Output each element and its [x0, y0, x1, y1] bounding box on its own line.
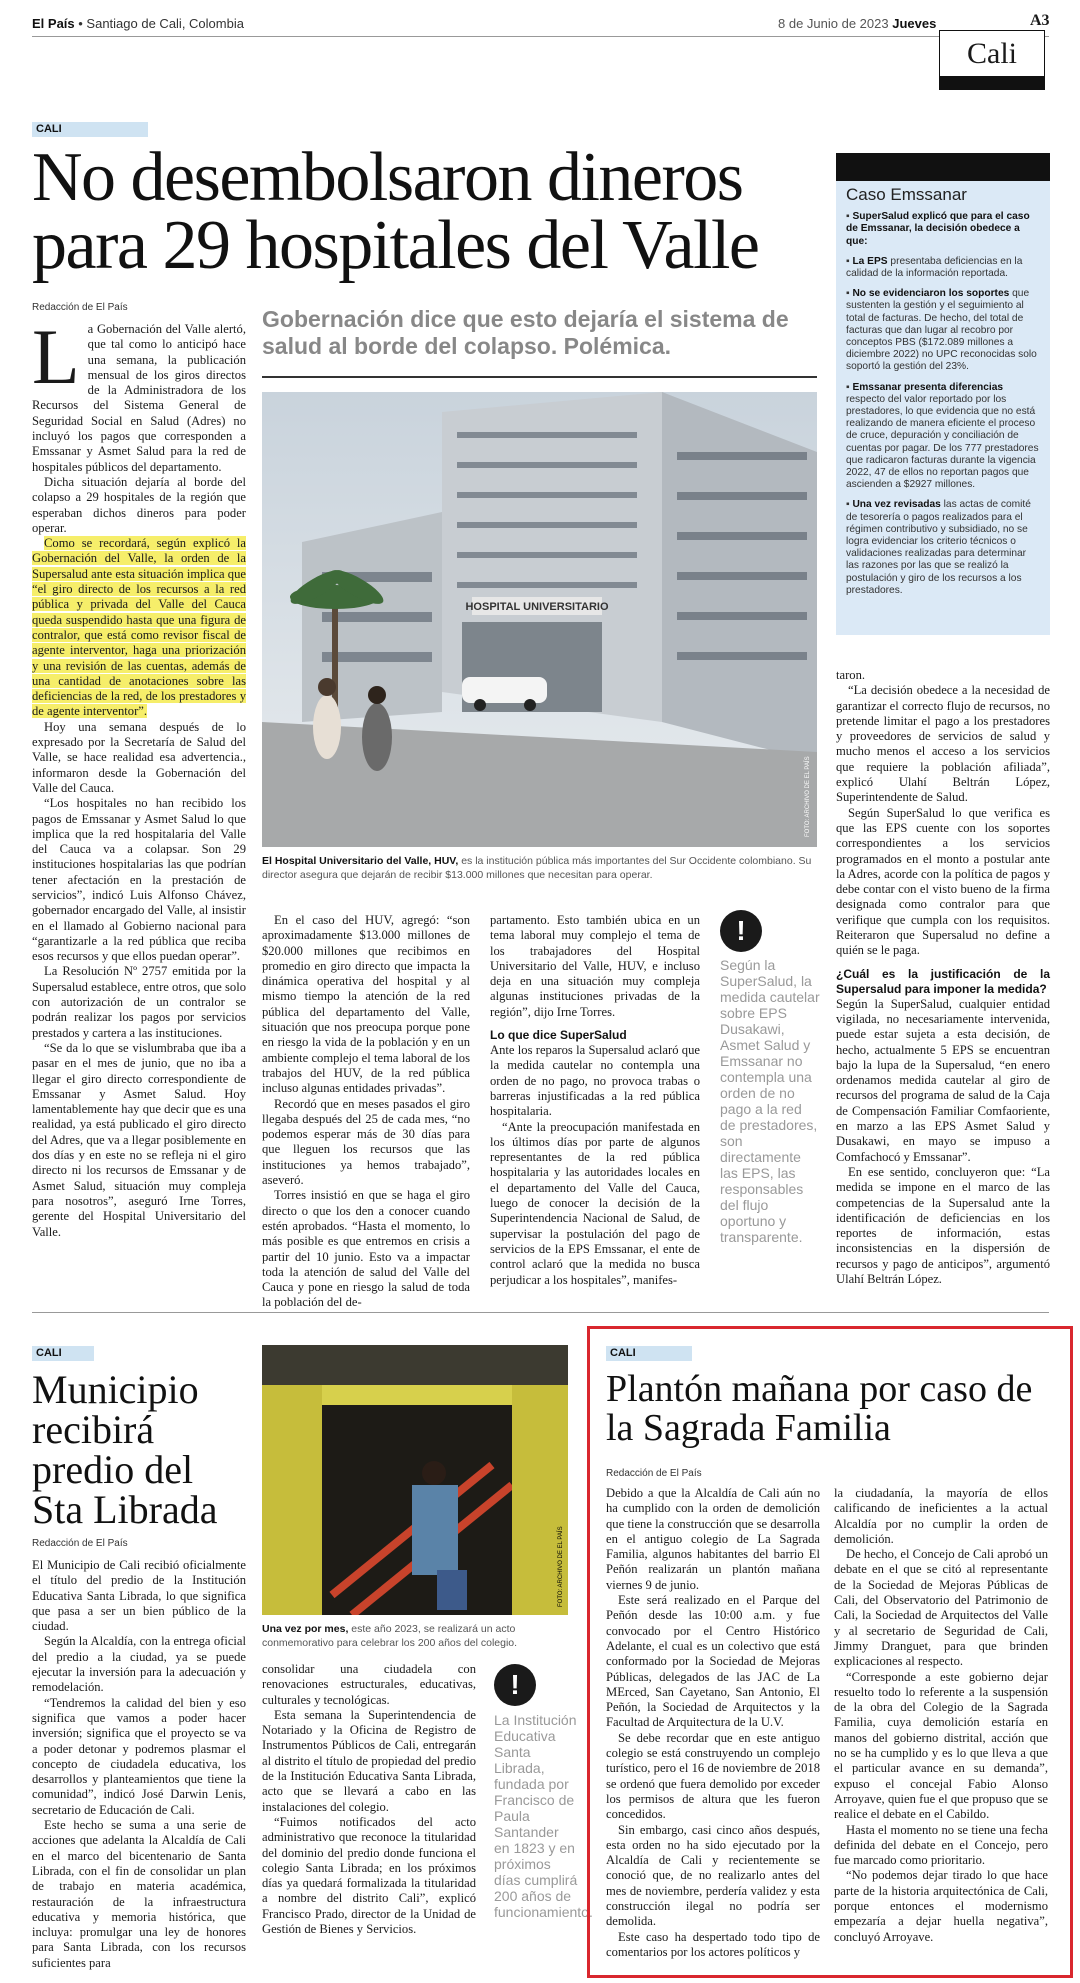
paragraph: Este caso ha despertado todo tipo de comentarios por los actores políticos y	[606, 1929, 820, 1959]
section-subtitle: Lo que dice SuperSalud	[490, 1028, 627, 1043]
photo-caption	[262, 854, 817, 882]
sidebar-item-lead: Una vez revisadas	[852, 499, 941, 511]
exclamation-icon: !	[720, 910, 762, 952]
photo-credit: FOTO: ARCHIVO DE EL PAÍS	[805, 756, 811, 837]
paragraph: taron.	[836, 668, 866, 682]
paragraph: “Los hospitales no han recibido los pagos de Emssanar y Asmet Salud lo que implica que la red hospitalaria del Valle del Cauca va a colapsar. Son 29 instituciones hospitalarias las que podrían tener afectación en la prestación de servicios”, indicó Luis Alfonso Chávez, gobernador encargado del Valle, al insistir en el llamado al Gobierno nacional para “garantizarle a la red pública que reciba esos recursos y que ellos puedan operar”.	[32, 796, 246, 964]
paragraph: Hasta el momento no se tiene una fecha definida del debate en el Concejo, pero fue marcado como prioritario.	[834, 1822, 1048, 1868]
story3-kicker: CALI	[606, 1346, 692, 1361]
paragraph: Este hecho se suma a una serie de acciones que adelanta la Alcaldía de Cali en el marco del bicentenario de Santa Librada, con el fin de consolidar un plan de trabajo en materia académica, restauración de la infraestructura educativa y memoria histórica, que incluya: promulgar una ley de honores para Santa Librada, con los recursos suficientes para	[32, 1818, 246, 1970]
sidebar-box	[836, 153, 1050, 635]
sidebar-item-lead: Emssanar presenta diferencias	[852, 381, 1004, 393]
main-headline: No desembolsaron dineros para 29 hospitales del Valle	[32, 139, 759, 284]
paragraph: Este será realizado en el Parque del Peñón desde las 10:00 a.m. y fue convocado por el Centro Histórico Adelante, el cual es un colectivo que está conformado por la Sociedad de Mejoras Públicas, delegados de las JAC de La MErced, San Cayetano, San Antonio, El Peñón, la Sociedad de Arquitectos y la Facultad de Arquitectura de la U.V.	[606, 1593, 820, 1730]
date: 8 de Junio de 2023	[778, 16, 889, 31]
story2-column-1	[32, 1558, 246, 1971]
hospital-illustration	[262, 392, 817, 847]
caption-text: este año 2023, se realizará un acto conmemorativo para celebrar los 200 años del colegio.	[262, 1623, 518, 1649]
main-column-2	[262, 913, 470, 1311]
paragraph: “Ante la preocupación manifestada en los últimos días por parte de algunos representantes de la red pública hospitalaria y las autoridades locales en el departamento del Valle del Cauca, luego de conocer la decisión de la Superintendencia Nacional de Salud, de supervisar la postulación del pago de servicios de la EPS Emssanar, el ente de control aclaró que la medida no busca perjudicar a los hospitales”, manifes-	[490, 1119, 700, 1287]
sidebar-item: ▪ Una vez revisadas las actas de comité de tesorería o pagos realizados para el régimen contributivo y subsidiado, no se logra evidenciar los criterio técnicos o validaciones realizadas para determinar las razones por las que se realizó la postulación y giro de los recursos a los prestadores.	[846, 499, 1031, 596]
page-number: A3	[1030, 12, 1050, 29]
paragraph: De hecho, el Concejo de Cali aprobó un debate en el que se citó al representante de la Sociedad de Mejoras Públicas de Cali, del Observatorio del Patrimonio de Cali, la Sociedad de Arquitectos del Valle y al secretario de Seguridad de Cali, Jimmy Dranguet, para que brinden explicaciones al respecto.	[834, 1547, 1048, 1669]
paragraph: Se debe recordar que en este antiguo colegio se está construyendo un complejo turístico, pero el 16 de noviembre de 2018 se ordenó que fuera demolido por exceder los permisos de altura que les fueron concedidos.	[606, 1730, 820, 1822]
paragraph: Debido a que la Alcaldía de Cali aún no ha cumplido con la orden de demolición que tiene la construcción que se desarrolla en el antiguo colegio de La Sagrada Familia, algunos habitantes del barrio El Peñón realizarán un plantón mañana viernes 9 de junio.	[606, 1486, 820, 1592]
paragraph: Ante los reparos la Supersalud aclaró que la medida cautelar no contempla una orden de no pago, no provoca trabas o barreras injustificadas a la red pública hospitalaria.	[490, 1043, 700, 1119]
story2-byline: Redacción de El País	[32, 1538, 128, 1549]
paper-name: El País	[32, 16, 75, 31]
paragraph: “Corresponde a este gobierno dejar resuelto todo lo referente a la suspensión de la obra del Colegio de la Sagrada Familia, cuya demolición estaría en manos del gobierno distrital, acción que no se ha cumplido y es lo que lleva a que el particular avance en su demanda”, expuso el concejal Fabio Alonso Arroyave, quien fue el que propuso que se realice el debate en el Cabildo.	[834, 1669, 1048, 1822]
paragraph: Según SuperSalud lo que verifica es que las EPS cuente con los soportes correspondientes a los servicios programados en el monto a postular ante la Adres, acorde con la política de pagos y debe contar con el visto bueno de la firma designada como contralor para que verifique que cumpla con los requisitos. Reiteraron que Supersalud no define a quién se le paga.	[836, 805, 1050, 958]
story3-column-2	[834, 1486, 1048, 1945]
section-tag: Cali	[939, 30, 1045, 90]
story2-kicker: CALI	[32, 1346, 94, 1361]
section-subtitle: ¿Cuál es la justificación de la Supersalud para imponer la medida?	[836, 966, 1050, 996]
main-pullquote: Según la SuperSalud, la medida cautelar sobre EPS Dusakawi, Asmet Salud y Emssanar no contempla una orden de no pago a la red de prestadores, son directamente las EPS, las responsables del flujo oportuno y transparente.	[720, 957, 820, 1245]
main-subhead: Gobernación dice que esto dejaría el sistema de salud al borde del colapso. Polémica.	[262, 306, 789, 359]
sidebar-item: ▪ La EPS presentaba deficiencias en la calidad de la información reportada.	[846, 255, 1023, 280]
paragraph: “La decisión obedece a la necesidad de garantizar el correcto flujo de recursos, no pretende limitar el pago a los prestadores y proveedores de servicios de salud y mucho menos el acceso a los servicios que requiere la población afiliada”, explicó Ulahí Beltrán López, Superintendente de Salud.	[836, 683, 1050, 805]
dropcap: L	[32, 313, 80, 400]
sidebar-item: ▪ SuperSalud explicó que para el caso de Emssanar, la decisión obedece a que:	[846, 211, 1030, 247]
paragraph: Torres insistió en que se haga el giro directo o que los den a conocer cuando estén aprobados. “Hasta el momento, lo más posible es que entremos en crisis a partir del 10 junio. Esto va a impactar toda la atención de salud del Valle del Cauca y pone en riesgo la salud de toda la población del de-	[262, 1188, 470, 1310]
paragraph: “Fuimos notificados del acto administrativo que reconoce la titularidad del dominio del predio donde funciona el colegio Santa Librada; en los próximos días ya quedará formalizada la titularidad a nombre del distrito Cali”, explicó Francisco Prado, director de la Unidad de Gestión de Bienes y Servicios.	[262, 1814, 476, 1937]
sidebar-item-text: presentaba deficiencias en la calidad de la información reportada.	[846, 255, 1023, 280]
caption-lead: Una vez por mes,	[262, 1623, 349, 1635]
sidebar-item: ▪ No se evidenciaron los soportes que sustenten la gestión y el seguimiento al total de facturas. De hecho, del total de facturas que dan lugar al recobro por conceptos PBS ($172.089 millones a diciembre 2022) no UPC reconocidas solo soportó la gestión del 23%.	[846, 288, 1037, 373]
main-column-4	[836, 668, 1050, 1287]
paragraph: “No podemos dejar tirado lo que hace parte de la historia arquitectónica de Cali, porque entonces el modernismo empezaría a dejar huella negativa”, concluyó Arroyave.	[834, 1868, 1048, 1944]
paragraph: “Tendremos la calidad del bien y eso significa que vamos a poder hacer inversión; significa que el proyecto se va a poder detonar y podremos plasmar el concepto de ciudadela educativa, los desarrollos y planteamientos que tiene la comunidad”, indicó José Darwin Lenis, secretario de Educación de Cali.	[32, 1695, 246, 1817]
section-divider	[32, 1312, 1049, 1313]
paragraph: a Gobernación del Valle alertó, que tal como lo anticipó hace una semana, la publicación mensual de los giros directos de la Administradora de los Recursos del Sistema General de Seguridad Social en Salud (Adres) no incluyó los pagos que corresponden a Emssanar y Asmet Salud para la red de hospitales públicos del departamento.	[32, 322, 246, 474]
paragraph: la ciudadanía, la mayoría de ellos calificando de ineficientes a la actual Alcaldía por no cumplir la orden de demolición.	[834, 1486, 1048, 1546]
sidebar-item-lead: SuperSalud explicó que para el caso de Emssanar, la decisión obedece a que:	[846, 211, 1030, 247]
header-rule	[32, 36, 1049, 37]
story2-column-2	[262, 1662, 476, 1937]
paragraph: Sin embargo, casi cinco años después, esta orden no ha sido ejecutado por la Alcaldía de Cali y recientemente se conoció que, de no realizarlo antes del mes de noviembre, perdería validez y esta construcción ilegal no podría ser demolida.	[606, 1822, 820, 1929]
main-column-3	[490, 913, 700, 1288]
sidebar-item-lead: No se evidenciaron los soportes	[852, 288, 1010, 300]
main-column-1	[32, 313, 246, 1240]
exclamation-icon: !	[494, 1664, 536, 1706]
sidebar-title: Caso Emssanar	[846, 185, 967, 204]
paragraph: La Resolución Nº 2757 emitida por la Supersalud establece, entre otros, que solo con autorización de un contralor se podrán realizar los pagos por servicios prestados y cartera a las instituciones.	[32, 964, 246, 1040]
main-byline: Redacción de El País	[32, 302, 128, 313]
paragraph: El Municipio de Cali recibió oficialmente el título del predio de la Institución Educativa Santa Librada, lo que significa que pasa a ser un bien público de la ciudad.	[32, 1558, 246, 1634]
paragraph: Dicha situación dejaría al borde del colapso a 29 hospitales de la región que esperaban dichos dineros para poder operar.	[32, 474, 246, 535]
subhead-rule	[262, 376, 817, 378]
story3-column-1	[606, 1486, 820, 1960]
story3-byline: Redacción de El País	[606, 1468, 702, 1479]
paragraph: Recordó que en meses pasados el giro llegaba después del 25 de cada mes, “no podemos esperar más de 30 días para que lleguen los recursos que las instituciones ya hemos trabajado”, aseveró.	[262, 1096, 470, 1188]
caption-text: es la institución pública más importantes del Sur Occidente colombiano. Su director asegura que dejarán de recibir $13.000 millones que necesitan para operar.	[262, 855, 812, 881]
school-illustration	[262, 1345, 568, 1615]
weekday: Jueves	[892, 16, 937, 31]
story2-caption	[262, 1622, 568, 1650]
sidebar-item-text: respecto del valor reportado por los prestadores, lo que evidencia que no está realizando de manera eficiente el proceso de cruce, depuración y conciliación de cuentas por pagar. De los 777 prestadores que radicaron facturas durante la vigencia 2022, 47 de ellos no reportan pagos que ascienden a $2927 millones.	[846, 393, 1039, 491]
paragraph: Según la Alcaldía, con la entrega oficial del predio a la ciudad, ya se puede ejecutar la inversión para la adecuación y remodelación.	[32, 1634, 246, 1695]
paragraph: consolidar una ciudadela con renovaciones estructurales, educativas, culturales y tecnológicas.	[262, 1662, 476, 1707]
hospital-photo	[262, 392, 817, 847]
story2-pullquote: La Institución Educativa Santa Librada, fundada por Francisco de Paula Santander en 1823 y en próximos días cumplirá 200 años de funcionamiento.	[494, 1712, 593, 1920]
paragraph: Según la SuperSalud, cualquier entidad vigilada, no necesariamente intervenida, puede estar sujeta a esta decisión, de hecho, actualmente 5 EPS se encuentran bajo la lupa de la Supersalud, “en enero ordenamos medida cautelar al giro de recursos del programa de salud de la Caja de Compensación Familiar Comfaoriente, en marzo a las EPS Asmet Salud y Dusakawi, en mayo se impuso a Comfachocó y Emssanar”.	[836, 996, 1050, 1164]
location: Santiago de Cali, Colombia	[86, 16, 244, 31]
story3-headline: Plantón mañana por caso de la Sagrada Familia	[606, 1368, 1033, 1449]
main-kicker: CALI	[32, 122, 148, 137]
school-photo	[262, 1345, 568, 1615]
paragraph: En ese sentido, concluyeron que: “La medida se impone en el marco de las competencias de la Supersalud ante la identificación de deficiencias en los reportes de información, estas inconsistencias en la dispersión de recursos y pago de anticipos”, argumentó Ulahí Beltrán López.	[836, 1164, 1050, 1286]
highlighted-paragraph: Como se recordará, según explicó la Gobernación del Valle, la orden de la Supersalud ante esta situación implica que “el giro directo de los recursos a la red pública y privada del Valle del Cauca queda suspendido hasta que una figura de contralor, que está como revisor fiscal de agente interventor, haga una priorización y una revisión de las cuentas, además de una cantidad de anotaciones sobre las deficiencias de la red, de los prestadores y de agente interventor”.	[32, 536, 246, 719]
edition-date	[778, 16, 936, 31]
photo-credit: FOTO: ARCHIVO DE EL PAÍS	[558, 1526, 564, 1607]
building-sign: HOSPITAL UNIVERSITARIO	[465, 601, 609, 613]
sidebar-item-text: que sustenten la gestión y el seguimiento al total de facturas. De hecho, del total de facturas que dan lugar al recobro por conceptos PBS ($172.089 millones a diciembre 2022) no UPC reconocidas solo soportó la gestión del 23%.	[846, 288, 1037, 373]
paragraph: “Se da lo que se vislumbraba que iba a pasar en el mes de junio, que no iba a llegar el giro directo correspondiente de Emssanar y Asmet Salud. Hoy lamentablemente hay que decir que es una realidad, ya está publicado el giro directo del Adres, que va a llegar posiblemente en dos días y en este no se refleja ni el giro directo ni los recursos de Emssanar y de Asmet Salud, situación muy compleja para nosotros”, aseguró Irne Torres, gerente del Hospital Universitario del Valle.	[32, 1040, 246, 1239]
sidebar-item: ▪ Emssanar presenta diferencias respecto del valor reportado por los prestadores, lo que evidencia que no está realizando de manera eficiente el proceso de cruce, depuración y conciliación de cuentas por pagar. De los 777 prestadores que radicaron facturas durante la vigencia 2022, 47 de ellos no reportan pagos que ascienden a $2927 millones.	[846, 381, 1039, 491]
paragraph: Esta semana la Superintendencia de Notariado y la Oficina de Registro de Instrumentos Públicos de Cali, entregarán al distrito el título de propiedad del predio de la Institución Educativa Santa Librada, acto que se llevará a cabo en las instalaciones del colegio.	[262, 1707, 476, 1814]
story2-headline: Municipio recibirá predio del Sta Librada	[32, 1367, 218, 1532]
masthead: El País • Santiago de Cali, Colombia	[32, 16, 244, 31]
paragraph: partamento. Esto también ubica en un tema laboral muy complejo el tema de los trabajadores del Hospital Universitario del Valle, HUV, e incluso deja en una situación muy compleja algunas instituciones privadas de la región”, dijo Irne Torres.	[490, 913, 700, 1019]
paragraph: En el caso del HUV, agregó: “son aproximadamente $13.000 millones de $20.000 millones que recibimos en promedio en giro directo que impacta la dinámica operativa del hospital y al mismo tiempo la atención de la red pública del departamento del Valle, situación que nos preocupa porque pone en riesgo la vida de la población y en un ambiente complejo el tema laboral de los trabajos del HUV, de la red pública incluso algunas entidades privadas”.	[262, 913, 470, 1096]
sidebar-item-lead: La EPS	[852, 255, 888, 267]
paragraph: Hoy una semana después de lo expresado por la Secretaría de Salud del Valle, se hace realidad esa advertencia., informaron desde la Gobernación del Valle del Cauca.	[32, 719, 246, 795]
sidebar-item-text: las actas de comité de tesorería o pagos realizados para el régimen contributivo y subsidiado, no se logra evidenciar los criterio técnicos o validaciones realizadas para determinar las razones por las que se realizó la postulación y giro de los recursos a los prestadores.	[846, 499, 1031, 596]
caption-lead: El Hospital Universitario del Valle, HUV,	[262, 855, 459, 867]
